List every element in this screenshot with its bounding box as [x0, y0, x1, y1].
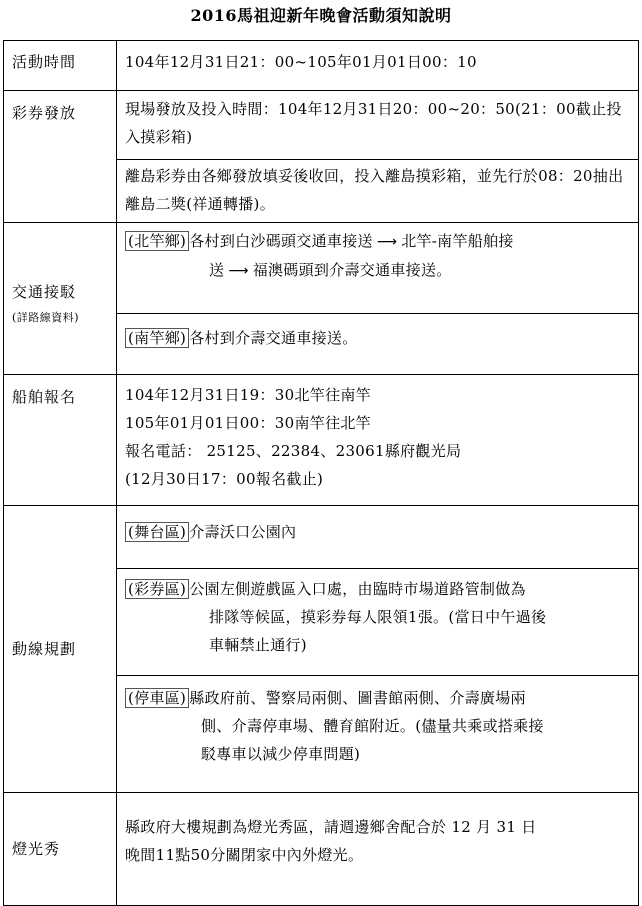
row-label-lottery: 彩券發放 [4, 91, 117, 223]
row-content-lottery-1 [117, 91, 639, 160]
north-text-4: 福澳碼頭到介壽交通車接送。 [252, 261, 452, 279]
north-township-tag: (北竿鄉) [125, 231, 189, 251]
row-content-time [117, 41, 639, 91]
north-text-3: 送 [209, 261, 225, 279]
north-text-2: 北竿-南竿船舶接 [401, 232, 514, 250]
time-text: 104年12月31日21：00~105年01月01日00：10 [125, 53, 477, 71]
row-label-movement: 動線規劃 [4, 506, 117, 793]
parking-text-2: 側、介壽停車場、體育館附近。(儘量共乘或搭乘接 [201, 717, 544, 735]
row-label-time: 活動時間 [4, 41, 117, 91]
row-content-parking [117, 676, 639, 793]
parking-text-1: 縣政府前、警察局兩側、圖書館兩側、介壽廣場兩 [189, 689, 526, 707]
arrow-right-icon: ⟶ [228, 263, 249, 279]
lottery-area-text-3: 車輛禁止通行) [209, 636, 307, 654]
light-text-2: 晚間11點50分關閉家中內外燈光。 [125, 846, 364, 864]
table-row-lottery-1 [4, 91, 639, 160]
row-content-stage [117, 506, 639, 569]
light-text-1: 縣政府大樓規劃為燈光秀區，請週邊鄉舍配合於 12 月 31 日 [125, 818, 537, 836]
lottery-area-line-1 [125, 575, 632, 603]
table-row-transport-1 [4, 223, 639, 314]
south-township-tag: (南竿鄉) [125, 328, 189, 348]
row-label-ship: 船舶報名 [4, 375, 117, 506]
table-row-ship [4, 375, 639, 506]
parking-text-3: 駁專車以減少停車問題) [201, 745, 361, 763]
table-row-time [4, 41, 639, 91]
row-content-lottery-2 [117, 160, 639, 223]
row-content-transport-south [117, 314, 639, 375]
ship-line-4: (12月30日17：00報名截止) [125, 470, 324, 488]
south-text: 各村到介壽交通車接送。 [189, 329, 358, 347]
transport-label: 交通接駁 [12, 282, 77, 301]
table-row-movement-1 [4, 506, 639, 569]
row-label-light: 燈光秀 [4, 793, 117, 906]
row-content-ship [117, 375, 639, 506]
stage-area-tag: (舞台區) [125, 522, 189, 542]
document-title: 2016馬祖迎新年晚會活動須知說明 [190, 6, 452, 25]
lottery-text-1: 現場發放及投入時間：104年12月31日20：00~20：50(21：00截止投入摸彩箱) [125, 100, 622, 146]
stage-text: 介壽沃口公園內 [189, 523, 297, 541]
table-row-light [4, 793, 639, 906]
lottery-text-2: 離島彩券由各鄉發放填妥後收回，投入離島摸彩箱，並先行於08：20抽出離島二獎(祥通轉播)。 [125, 167, 624, 213]
lottery-area-tag: (彩券區) [125, 579, 189, 599]
parking-area-tag: (停車區) [125, 688, 189, 708]
lottery-area-text-2: 排隊等候區，摸彩券每人限領1張。(當日中午過後 [209, 608, 547, 626]
row-content-transport-north [117, 223, 639, 314]
north-text-1: 各村到白沙碼頭交通車接送 [189, 232, 373, 250]
row-label-transport [4, 223, 117, 375]
ship-line-1: 104年12月31日19：30北竿往南竿 [125, 386, 371, 404]
transport-north-line-2 [125, 256, 632, 285]
transport-sub-label: (詳路線資料) [12, 310, 80, 324]
parking-line-1 [125, 684, 632, 712]
notice-table [3, 40, 639, 906]
arrow-right-icon: ⟶ [376, 234, 398, 250]
lottery-area-text-1: 公園左側遊戲區入口處，由臨時市場道路管制做為 [189, 580, 526, 598]
ship-line-2: 105年01月01日00：30南竿往北竿 [125, 414, 371, 432]
row-content-lottery-area [117, 569, 639, 676]
transport-north-line-1 [125, 227, 632, 256]
ship-line-3: 報名電話： 25125、22384、23061縣府觀光局 [125, 442, 462, 460]
row-content-light [117, 793, 639, 906]
